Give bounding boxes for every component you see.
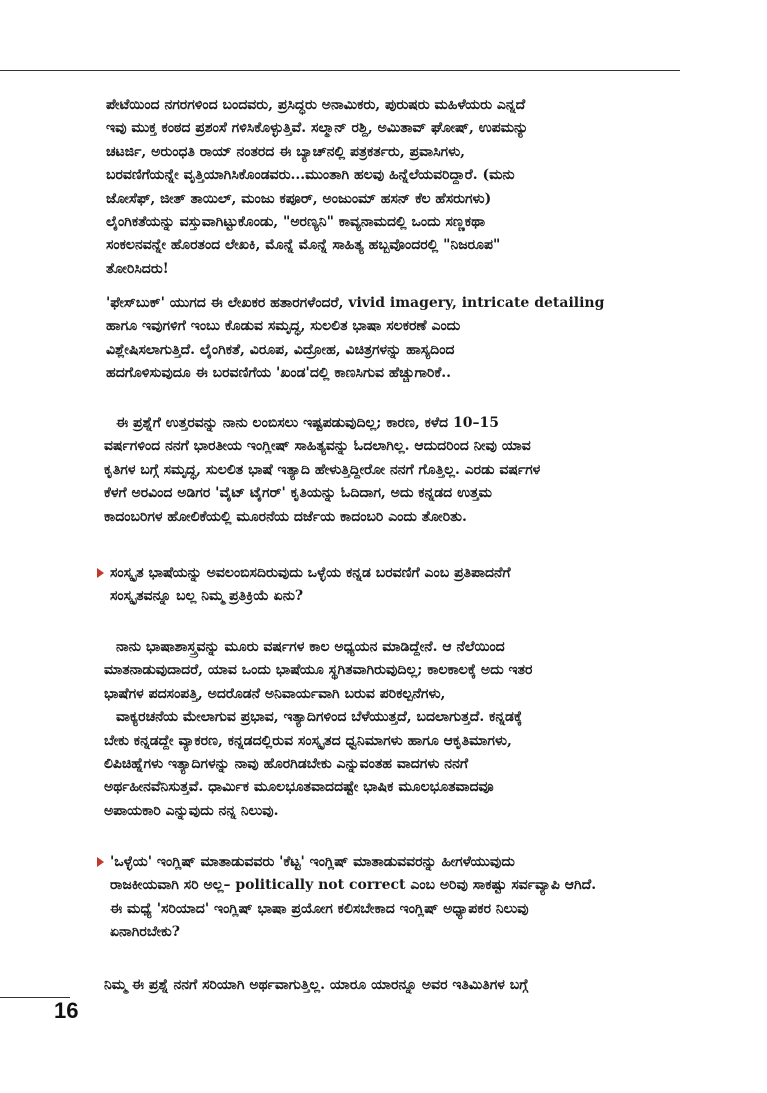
question-3 — [110, 851, 676, 945]
top-rule — [0, 70, 680, 71]
text-line: ಲಿಪಿಚಿಹ್ನೆಗಳು ಇತ್ಯಾದಿಗಳನ್ನು ನಾವು ಹೊರಗಿಡಬೇಕು ಎನ್ನುವಂತಹ ವಾದಗಳು ನನಗೆ — [104, 756, 469, 773]
text-line: ಪೇಟೆಯಿಂದ ನಗರಗಳಿಂದ ಬಂದವರು, ಪ್ರಸಿದ್ಧರು ಅನಾಮಿಕರು, ಪುರುಷರು ಮಹಿಳೆಯರು ಎನ್ನದೆ — [106, 97, 526, 113]
question-2 — [110, 562, 676, 609]
text-line: ಇವು ಮುಕ್ತ ಕಂಠದ ಪ್ರಶಂಸೆ ಗಳಿಸಿಕೊಳ್ಳುತ್ತಿವೆ. ಸಲ್ಮಾನ್ ರಶ್ದಿ, ಅಮಿತಾವ್ ಘೋಷ್, ಉಪಮನ್ಯು — [106, 120, 529, 137]
text-line: ಕೆಳಗೆ ಅರವಿಂದ ಅಡಿಗರ 'ವೈಟ್ ಟೈಗರ್' ಕೃತಿಯನ್ನು ಓದಿದಾಗ, ಅದು ಕನ್ನಡದ ಉತ್ತಮ — [104, 485, 492, 502]
question-marker-icon — [97, 568, 104, 578]
text-line: 'ಫೇಸ್‌ಬುಕ್' ಯುಗದ ಈ ಲೇಖಕರ ಹತಾರಗಳೆಂದರೆ, vivid imagery, intricate detailing — [106, 295, 605, 311]
text-line: ಜೋಸೆಫ್, ಜೀತ್ ತಾಯಿಲ್, ಮಂಜು ಕಪೂರ್, ಅಂಜುಂಮ್ ಹಸನ್ ಕೆಲ ಹೆಸರುಗಳು) — [106, 190, 492, 207]
text-line: ನಾನು ಭಾಷಾಶಾಸ್ತ್ರವನ್ನು ಮೂರು ವರ್ಷಗಳ ಕಾಲ ಅಧ್ಯಯನ ಮಾಡಿದ್ದೇನೆ. ಆ ನೆಲೆಯಿಂದ — [116, 639, 505, 655]
text-line: 'ಒಳ್ಳೆಯ' ಇಂಗ್ಲಿಷ್ ಮಾತಾಡುವವರು 'ಕೆಟ್ಟ' ಇಂಗ್ಲಿಷ್ ಮಾತಾಡುವವರನ್ನು ಹೀಗಳೆಯುವುದು — [110, 854, 515, 870]
text-line: ಹಾಗೂ ಇವುಗಳಿಗೆ ಇಂಬು ಕೊಡುವ ಸಮೃದ್ಧ, ಸುಲಲಿತ ಭಾಷಾ ಸಲಕರಣೆ ಎಂದು — [106, 318, 461, 335]
text-line: ಬರವಣಿಗೆಯನ್ನೇ ವೃತ್ತಿಯಾಗಿಸಿಕೊಂಡವರು...ಮುಂತಾಗಿ ಹಲವು ಹಿನ್ನೆಲೆಯವರಿದ್ದಾರೆ. (ಮನು — [106, 167, 515, 184]
text-line: ಬೇಕು ಕನ್ನಡದ್ದೇ ವ್ಯಾಕರಣ, ಕನ್ನಡದಲ್ಲಿರುವ ಸಂಸ್ಕೃತದ ಧ್ವನಿಮಾಗಳು ಹಾಗೂ ಆಕೃತಿಮಾಗಳು, — [104, 732, 512, 749]
text-line: ಕೃತಿಗಳ ಬಗ್ಗೆ ಸಮೃದ್ಧ, ಸುಲಲಿತ ಭಾಷೆ ಇತ್ಯಾದಿ ಹೇಳುತ್ತಿದ್ದೀರೋ ನನಗೆ ಗೊತ್ತಿಲ್ಲ. ಎರಡು ವರ್ಷಗಳ — [104, 461, 541, 478]
question-marker-icon — [97, 857, 104, 867]
facebook-era-paragraph — [106, 292, 672, 386]
intro-paragraph — [106, 94, 672, 281]
answer-2 — [104, 636, 670, 823]
answer-3 — [104, 974, 670, 997]
text-line: ವಿಶ್ಲೇಷಿಸಲಾಗುತ್ತಿದೆ. ಲೈಂಗಿಕತೆ, ವಿರೂಪ, ವಿದ್ರೋಹ, ವಿಚಿತ್ರಗಳನ್ನು ಹಾಸ್ಯದಿಂದ — [106, 341, 455, 358]
text-line: ಅಪಾಯಕಾರಿ ಎನ್ನುವುದು ನನ್ನ ನಿಲುವು. — [104, 802, 279, 819]
text-line: ಚಟರ್ಜಿ, ಅರುಂಧತಿ ರಾಯ್ ನಂತರದ ಈ ಬ್ಯಾಚ್‌ನಲ್ಲಿ ಪತ್ರಕರ್ತರು, ಪ್ರವಾಸಿಗಳು, — [106, 143, 466, 160]
text-line: ಅರ್ಥಹೀನವೆನಿಸುತ್ತವೆ. ಧಾರ್ಮಿಕ ಮೂಲಭೂತವಾದದಷ್ಟೇ ಭಾಷಿಕ ಮೂಲಭೂತವಾದವೂ — [104, 779, 494, 796]
text-line: ಕಾದಂಬರಿಗಳ ಹೋಲಿಕೆಯಲ್ಲಿ ಮೂರನೆಯ ದರ್ಜೆಯ ಕಾದಂಬರಿ ಎಂದು ತೋರಿತು. — [104, 508, 467, 525]
text-line: ಭಾಷೆಗಳ ಪದಸಂಪತ್ತಿ, ಅದರೊಡನೆ ಅನಿವಾರ್ಯವಾಗಿ ಬರುವ ಪರಿಕಲ್ಪನೆಗಳು, — [104, 685, 446, 702]
text-line: ಲೈಂಗಿಕತೆಯನ್ನು ವಸ್ತುವಾಗಿಟ್ಟುಕೊಂಡು, "ಅರಣ್ಯನಿ" ಕಾವ್ಯನಾಮದಲ್ಲಿ ಒಂದು ಸಣ್ಣಕಥಾ — [106, 214, 486, 231]
text-line: ವಾಕ್ಯರಚನೆಯ ಮೇಲಾಗುವ ಪ್ರಭಾವ, ಇತ್ಯಾದಿಗಳಿಂದ ಬೆಳೆಯುತ್ತದೆ, ಬದಲಾಗುತ್ತದೆ. ಕನ್ನಡಕ್ಕೆ — [116, 709, 523, 726]
text-line: ರಾಜಕೀಯವಾಗಿ ಸರಿ ಅಲ್ಲ– politically not correct ಎಂಬ ಅರಿವು ಸಾಕಷ್ಟು ಸರ್ವವ್ಯಾಪಿ ಆಗಿದೆ. — [110, 877, 597, 894]
page-number: 16 — [54, 998, 79, 1023]
text-line: ಸಂಕಲನವನ್ನೇ ಹೊರತಂದ ಲೇಖಕಿ, ಮೊನ್ನೆ ಮೊನ್ನೆ ಸಾಹಿತ್ಯ ಹಬ್ಬವೊಂದರಲ್ಲಿ "ನಿಜರೂಪ" — [106, 237, 501, 254]
text-line: ಸಂಸ್ಕೃತ ಭಾಷೆಯನ್ನು ಅವಲಂಬಿಸದಿರುವುದು ಒಳ್ಳೆಯ ಕನ್ನಡ ಬರವಣಿಗೆ ಎಂಬ ಪ್ರತಿಪಾದನೆಗೆ — [110, 565, 511, 581]
answer-1 — [104, 412, 670, 529]
text-line: ತೋರಿಸಿದರು! — [106, 260, 169, 277]
text-line: ಈ ಪ್ರಶ್ನೆಗೆ ಉತ್ತರವನ್ನು ನಾನು ಲಂಬಿಸಲು ಇಷ್ಟಪಡುವುದಿಲ್ಲ; ಕಾರಣ, ಕಳೆದ 10–15 — [116, 415, 499, 431]
text-line: ಸಂಸ್ಕೃತವನ್ನೂ ಬಲ್ಲ ನಿಮ್ಮ ಪ್ರತಿಕ್ರಿಯೆ ಏನು? — [110, 588, 304, 605]
text-line: ಏನಾಗಿರಬೇಕು? — [110, 924, 180, 941]
text-line: ಈ ಮಧ್ಯೆ 'ಸರಿಯಾದ' ಇಂಗ್ಲಿಷ್ ಭಾಷಾ ಪ್ರಯೋಗ ಕಲಿಸಬೇಕಾದ ಇಂಗ್ಲಿಷ್ ಅಧ್ಯಾಪಕರ ನಿಲುವು — [110, 900, 529, 917]
text-line: ಹದಗೊಳಿಸುವುದೂ ಈ ಬರವಣಿಗೆಯ 'ಖಂಡ'ದಲ್ಲಿ ಕಾಣಸಿಗುವ ಹೆಚ್ಚುಗಾರಿಕೆ.. — [106, 365, 452, 382]
text-line: ವರ್ಷಗಳಿಂದ ನನಗೆ ಭಾರತೀಯ ಇಂಗ್ಲೀಷ್ ಸಾಹಿತ್ಯವನ್ನು ಓದಲಾಗಿಲ್ಲ. ಆದುದರಿಂದ ನೀವು ಯಾವ — [104, 438, 531, 455]
text-line: ನಿಮ್ಮ ಈ ಪ್ರಶ್ನೆ ನನಗೆ ಸರಿಯಾಗಿ ಅರ್ಥವಾಗುತ್ತಿಲ್ಲ. ಯಾರೂ ಯಾರನ್ನೂ ಅವರ ಇತಿಮಿತಿಗಳ ಬಗ್ಗೆ — [104, 977, 529, 993]
text-line: ಮಾತನಾಡುವುದಾದರೆ, ಯಾವ ಒಂದು ಭಾಷೆಯೂ ಸ್ಥಗಿತವಾಗಿರುವುದಿಲ್ಲ; ಕಾಲಕಾಲಕ್ಕೆ ಅದು ಇತರ — [104, 662, 533, 679]
